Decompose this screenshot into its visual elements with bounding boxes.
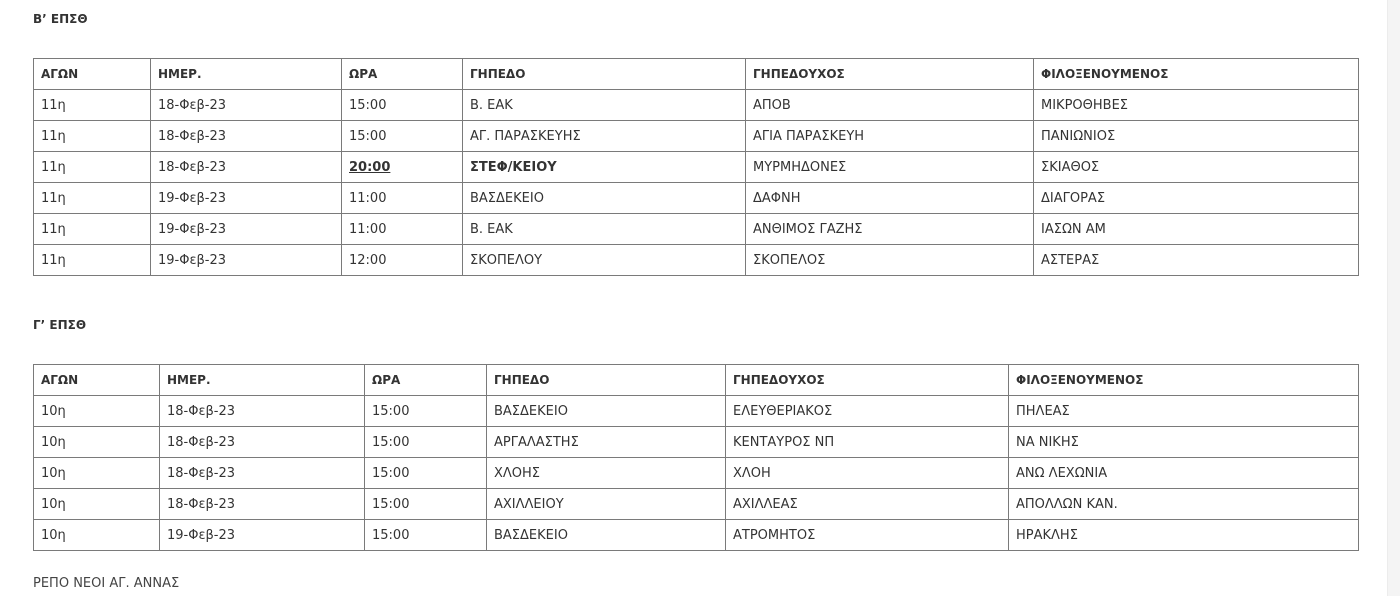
bye-note: ΡΕΠΟ ΝΕΟΙ ΑΓ. ΑΝΝΑΣ xyxy=(33,576,180,591)
cell-date: 18-Φεβ-23 xyxy=(160,489,365,520)
table-row xyxy=(34,152,1359,183)
cell-round: 11η xyxy=(34,152,151,183)
cell-home-team: ΑΓΙΑ ΠΑΡΑΣΚΕΥΗ xyxy=(746,121,1034,152)
cell-venue: ΑΡΓΑΛΑΣΤΗΣ xyxy=(487,427,726,458)
table-row xyxy=(34,183,1359,214)
table-header-row xyxy=(34,59,1359,90)
cell-round: 11η xyxy=(34,121,151,152)
col-header-home-team: ΓΗΠΕΔΟΥΧΟΣ xyxy=(726,365,1009,396)
cell-venue: ΒΑΣΔΕΚΕΙΟ xyxy=(487,396,726,427)
cell-venue: ΒΑΣΔΕΚΕΙΟ xyxy=(487,520,726,551)
cell-time: 11:00 xyxy=(342,214,463,245)
cell-date: 19-Φεβ-23 xyxy=(160,520,365,551)
cell-date: 18-Φεβ-23 xyxy=(160,458,365,489)
col-header-time: ΩΡΑ xyxy=(365,365,487,396)
table-row xyxy=(34,121,1359,152)
cell-round: 11η xyxy=(34,245,151,276)
col-header-venue: ΓΗΠΕΔΟ xyxy=(487,365,726,396)
cell-venue: ΒΑΣΔΕΚΕΙΟ xyxy=(463,183,746,214)
cell-away-team: ΠΑΝΙΩΝΙΟΣ xyxy=(1034,121,1359,152)
cell-round: 11η xyxy=(34,183,151,214)
table-row xyxy=(34,458,1359,489)
col-header-time: ΩΡΑ xyxy=(342,59,463,90)
col-header-away-team: ΦΙΛΟΞΕΝΟΥΜΕΝΟΣ xyxy=(1009,365,1359,396)
fixtures-table-g xyxy=(33,364,1359,551)
table-row xyxy=(34,396,1359,427)
cell-away-team: ΣΚΙΑΘΟΣ xyxy=(1034,152,1359,183)
cell-away-team: ΗΡΑΚΛΗΣ xyxy=(1009,520,1359,551)
cell-date: 19-Φεβ-23 xyxy=(151,245,342,276)
table-header-row xyxy=(34,365,1359,396)
cell-time: 15:00 xyxy=(342,121,463,152)
cell-time: 15:00 xyxy=(365,427,487,458)
cell-date: 18-Φεβ-23 xyxy=(151,90,342,121)
fixtures-table-b xyxy=(33,58,1359,276)
cell-venue: ΣΤΕΦ/ΚΕΙΟΥ xyxy=(463,152,746,183)
table-row xyxy=(34,245,1359,276)
table-row xyxy=(34,214,1359,245)
cell-time: 11:00 xyxy=(342,183,463,214)
cell-time: 15:00 xyxy=(365,520,487,551)
cell-away-team: ΑΣΤΕΡΑΣ xyxy=(1034,245,1359,276)
section-b-title: Β’ ΕΠΣΘ xyxy=(33,12,88,26)
cell-away-team: ΠΗΛΕΑΣ xyxy=(1009,396,1359,427)
cell-time: 15:00 xyxy=(342,90,463,121)
cell-home-team: ΜΥΡΜΗΔΟΝΕΣ xyxy=(746,152,1034,183)
cell-round: 10η xyxy=(34,427,160,458)
cell-time: 15:00 xyxy=(365,396,487,427)
cell-venue: Β. ΕΑΚ xyxy=(463,90,746,121)
cell-home-team: ΑΝΘΙΜΟΣ ΓΑΖΗΣ xyxy=(746,214,1034,245)
cell-home-team: ΧΛΟΗ xyxy=(726,458,1009,489)
table-row xyxy=(34,90,1359,121)
cell-time: 15:00 xyxy=(365,489,487,520)
cell-home-team: ΑΤΡΟΜΗΤΟΣ xyxy=(726,520,1009,551)
col-header-venue: ΓΗΠΕΔΟ xyxy=(463,59,746,90)
table-row xyxy=(34,489,1359,520)
cell-round: 10η xyxy=(34,520,160,551)
col-header-away-team: ΦΙΛΟΞΕΝΟΥΜΕΝΟΣ xyxy=(1034,59,1359,90)
col-header-home-team: ΓΗΠΕΔΟΥΧΟΣ xyxy=(746,59,1034,90)
cell-round: 10η xyxy=(34,458,160,489)
cell-home-team: ΚΕΝΤΑΥΡΟΣ ΝΠ xyxy=(726,427,1009,458)
col-header-date: ΗΜΕΡ. xyxy=(151,59,342,90)
section-g-title: Γ’ ΕΠΣΘ xyxy=(33,318,87,332)
cell-venue: ΣΚΟΠΕΛΟΥ xyxy=(463,245,746,276)
cell-time: 20:00 xyxy=(342,152,463,183)
table-row xyxy=(34,427,1359,458)
cell-date: 18-Φεβ-23 xyxy=(151,121,342,152)
cell-date: 19-Φεβ-23 xyxy=(151,183,342,214)
cell-round: 10η xyxy=(34,396,160,427)
page-scrollbar[interactable] xyxy=(1387,0,1400,596)
cell-round: 10η xyxy=(34,489,160,520)
col-header-round: ΑΓΩΝ xyxy=(34,59,151,90)
cell-round: 11η xyxy=(34,214,151,245)
cell-date: 19-Φεβ-23 xyxy=(151,214,342,245)
cell-venue: ΧΛΟΗΣ xyxy=(487,458,726,489)
cell-home-team: ΕΛΕΥΘΕΡΙΑΚΟΣ xyxy=(726,396,1009,427)
cell-date: 18-Φεβ-23 xyxy=(160,427,365,458)
cell-date: 18-Φεβ-23 xyxy=(151,152,342,183)
cell-home-team: ΑΠΟΒ xyxy=(746,90,1034,121)
cell-away-team: ΑΝΩ ΛΕΧΩΝΙΑ xyxy=(1009,458,1359,489)
col-header-date: ΗΜΕΡ. xyxy=(160,365,365,396)
cell-home-team: ΑΧΙΛΛΕΑΣ xyxy=(726,489,1009,520)
cell-date: 18-Φεβ-23 xyxy=(160,396,365,427)
col-header-round: ΑΓΩΝ xyxy=(34,365,160,396)
cell-round: 11η xyxy=(34,90,151,121)
cell-venue: ΑΓ. ΠΑΡΑΣΚΕΥΗΣ xyxy=(463,121,746,152)
cell-home-team: ΔΑΦΝΗ xyxy=(746,183,1034,214)
cell-away-team: ΙΑΣΩΝ ΑΜ xyxy=(1034,214,1359,245)
cell-time: 15:00 xyxy=(365,458,487,489)
cell-away-team: ΔΙΑΓΟΡΑΣ xyxy=(1034,183,1359,214)
cell-time: 12:00 xyxy=(342,245,463,276)
cell-away-team: ΑΠΟΛΛΩΝ ΚΑΝ. xyxy=(1009,489,1359,520)
table-row xyxy=(34,520,1359,551)
cell-home-team: ΣΚΟΠΕΛΟΣ xyxy=(746,245,1034,276)
cell-away-team: ΜΙΚΡΟΘΗΒΕΣ xyxy=(1034,90,1359,121)
cell-away-team: ΝΑ ΝΙΚΗΣ xyxy=(1009,427,1359,458)
cell-venue: Β. ΕΑΚ xyxy=(463,214,746,245)
cell-venue: ΑΧΙΛΛΕΙΟΥ xyxy=(487,489,726,520)
